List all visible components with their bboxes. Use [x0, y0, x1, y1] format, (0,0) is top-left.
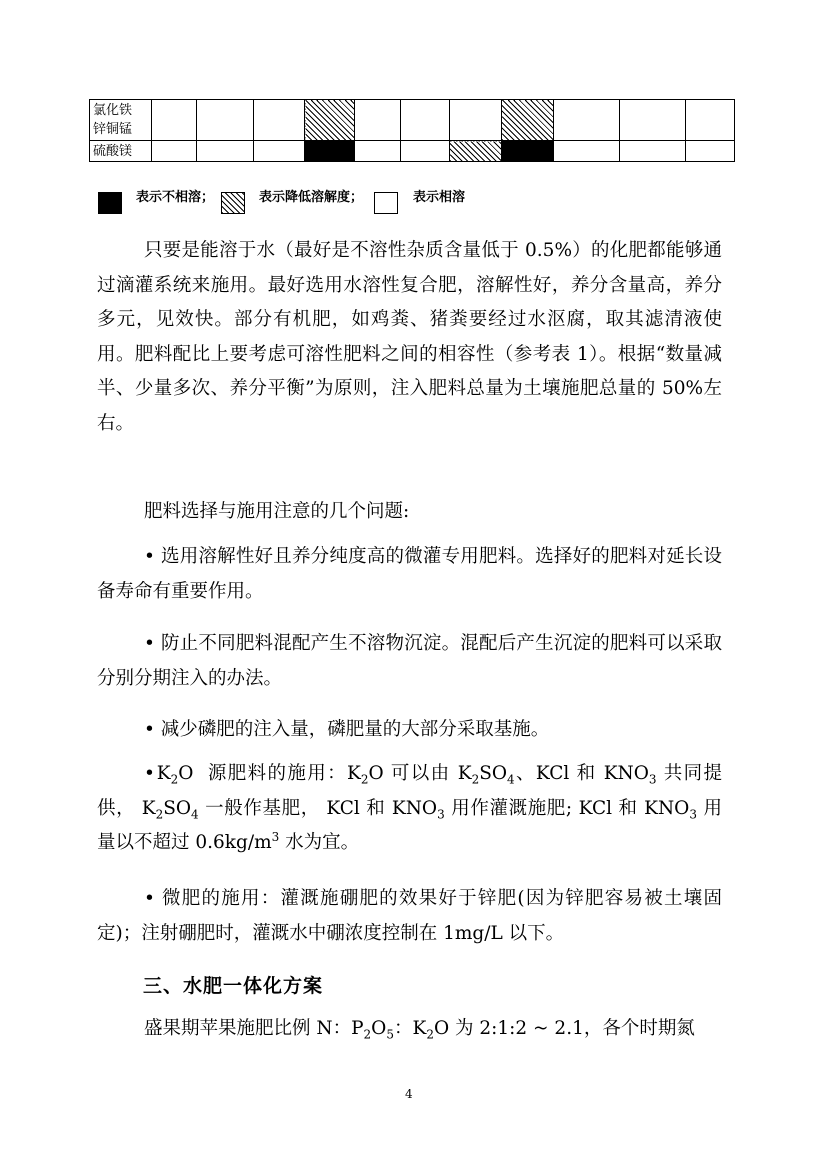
table-cell	[450, 141, 502, 162]
table-cell	[152, 141, 197, 162]
table-cell	[502, 141, 554, 162]
row-label-magnesium-sulfate	[90, 141, 152, 162]
row-label-line: 氯化铁	[93, 103, 133, 118]
table-cell	[686, 100, 735, 141]
bullet-prevent-precipitation: • 防止不同肥料混配产生不溶物沉淀。混配后产生沉淀的肥料可以采取分别分期注入的办法。	[97, 633, 722, 689]
row-label-line: 硫酸镁	[93, 143, 133, 159]
bullet-reduce-phosphorus: • 减少磷肥的注入量，磷肥量的大部分采取基施。	[144, 719, 550, 740]
table-cell	[401, 141, 450, 162]
legend-swatch-reduced-solubility	[221, 192, 245, 214]
bullet-potassium-source: • $K_2O$ 源肥料的施用：$K_2O$ 可以由 $K_2SO_4$、KCl 和 $KNO_3$ 共同提供， $K_2SO_4$ 一般作基肥， KCl 和 $KNO_3$ 用作灌溉施肥; KCl 和 $KNO_3$ 用量以不超过 $0.6kg/m^3$ 水为宜。	[97, 763, 723, 853]
section-heading: 三、水肥一体化方案	[143, 975, 324, 997]
table-cell	[197, 100, 254, 141]
table-cell	[450, 100, 502, 141]
legend-swatch-compatible	[374, 192, 398, 214]
table-cell	[620, 100, 686, 141]
legend-label-reduced-solubility: 表示降低溶解度；	[259, 190, 364, 205]
paragraph-issues-intro: 肥料选择与施用注意的几个问题:	[144, 501, 410, 522]
paragraph-fertilizer-ratio: 盛果期苹果施肥比例 N：$P_2O_5$：$K_2O$ 为 2:1:2 ~ 2.1，各个时期氮	[144, 1018, 695, 1042]
table-row	[90, 100, 735, 141]
row-label-line: 锌铜锰	[93, 122, 133, 137]
table-cell	[254, 100, 305, 141]
table-cell	[152, 100, 197, 141]
table-cell	[686, 141, 735, 162]
table-cell	[355, 141, 401, 162]
table-cell	[305, 141, 355, 162]
table-cell	[355, 100, 401, 141]
legend-swatch-incompatible	[98, 192, 122, 214]
legend-label-compatible: 表示相溶	[413, 190, 466, 205]
table-cell	[502, 100, 554, 141]
legend-label-incompatible: 表示不相溶；	[136, 190, 215, 205]
row-label-ferric-chloride	[90, 100, 152, 141]
bullet-special-fertilizer: • 选用溶解性好且养分纯度高的微灌专用肥料。选择好的肥料对延长设备寿命有重要作用。	[97, 546, 722, 602]
table-row	[90, 141, 735, 162]
table-cell	[197, 141, 254, 162]
table-cell	[620, 141, 686, 162]
paragraph-soluble-fertilizer: 只要是能溶于水（最好是不溶性杂质含量低于 0.5%）的化肥都能够通过滴灌系统来施用。最好选用水溶性复合肥，溶解性好，养分含量高，养分多元，见效快。部分有机肥，如鸡粪、猪粪要经过水沤腐，取其滤清液使用。肥料配比上要考虑可溶性肥料之间的相容性（参考表 1）。根据“数量减半、少量多次、养分平衡”为原则，注入肥料总量为土壤施肥总量的 50%左右。	[97, 240, 722, 434]
bullet-micronutrient: • 微肥的施用：灌溉施硼肥的效果好于锌肥(因为锌肥容易被土壤固定)；注射硼肥时，灌溉水中硼浓度控制在 1mg/L 以下。	[97, 888, 722, 944]
table-cell	[554, 100, 620, 141]
page-number: 4	[405, 1087, 413, 1101]
table-cell	[401, 100, 450, 141]
compatibility-table	[89, 99, 735, 162]
table-cell	[254, 141, 305, 162]
table-cell	[305, 100, 355, 141]
table-cell	[554, 141, 620, 162]
